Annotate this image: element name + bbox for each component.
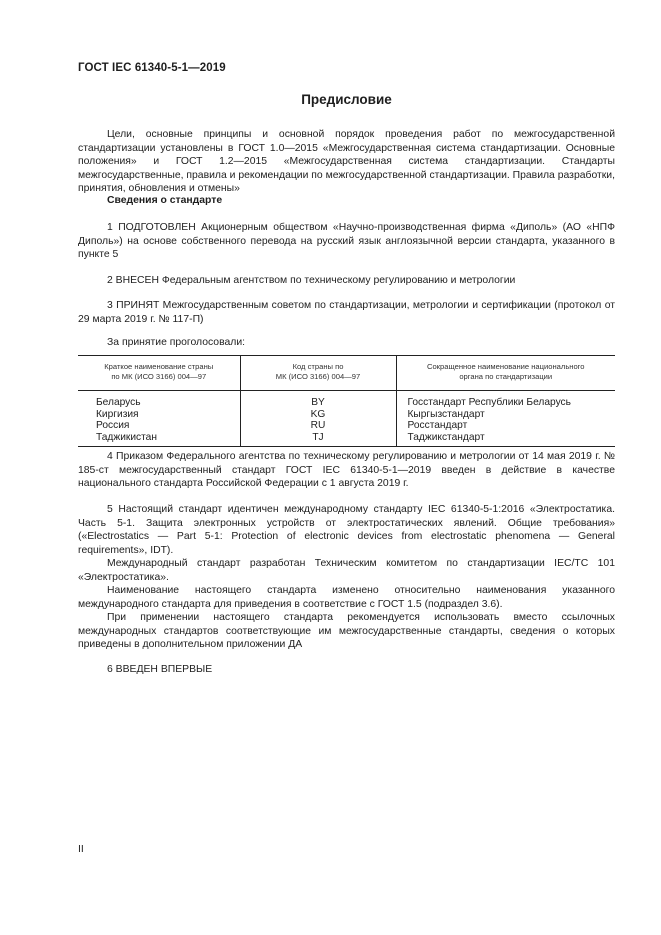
table-row — [78, 391, 615, 447]
standards-body: Кыргызстандарт — [407, 408, 485, 420]
country-cell — [78, 391, 240, 447]
page-number: II — [78, 843, 84, 855]
table-header-row — [78, 356, 615, 391]
item-renamed: Наименование настоящего стандарта изменено относительно наименования указанного международного стандарта для приведения в соответствие с ГОСТ 1.5 (подраздел 3.6). — [78, 585, 615, 610]
document-code: ГОСТ IEC 61340-5-1—2019 — [78, 62, 226, 74]
voted-label: За принятие проголосовали: — [107, 337, 246, 348]
item-identical: 5 Настоящий стандарт идентичен международному стандарту IEC 61340-5-1:2016 «Электростатика. Часть 5-1. Защита электронных устройств от электростатических явлений. Общие требования» («Electrostatics — Part 5-1: Protection of electronic devices from electrostatic phenomena — General requirements», IDT). — [78, 504, 615, 556]
standards-body: Госстандарт Республики Беларусь — [407, 397, 571, 408]
country-name: Киргизия — [96, 408, 139, 420]
code-cell — [240, 391, 396, 447]
country-name: Россия — [96, 420, 130, 432]
header-line: МК (ИСО 3166) 004—97 — [275, 372, 361, 381]
country-code: RU — [310, 420, 326, 432]
country-code: BY — [311, 397, 325, 408]
header-line: Краткое наименование страны — [104, 362, 214, 371]
item-order: 4 Приказом Федерального агентства по техническому регулированию и метрологии от 14 мая 2019 г. № 185-ст межгосударственный стандарт ГОСТ IEC 61340-5-1—2019 введен в действие в качестве национального стандарта Российской Федерации с 1 августа 2019 г. — [78, 451, 615, 490]
page-title: Предисловие — [301, 92, 392, 107]
table-header-code — [240, 356, 396, 391]
header-line: органа по стандартизации — [459, 372, 553, 381]
country-code: TJ — [312, 431, 324, 443]
intro-paragraph: Цели, основные принципы и основной порядок проведения работ по межгосударственной стандартизации установлены в ГОСТ 1.0—2015 «Межгосударственная система стандартизации. Основные положения» и ГОСТ 1.2—2015 «Межгосударственная система стандартизации. Стандарты межгосударственные, правила и рекомендации по межгосударственной стандартизации. Правила разработки, принятия, обновления и отмены» — [78, 129, 615, 195]
item-references: При применении настоящего стандарта рекомендуется использовать вместо ссылочных международных стандартов соответствующие им межгосударственные стандарты, сведения о которых приведены в дополнительном приложении ДА — [78, 612, 615, 651]
table-header-body — [396, 356, 615, 391]
standards-body: Таджикстандарт — [407, 431, 485, 443]
item-first: 6 ВВЕДЕН ВПЕРВЫЕ — [107, 664, 213, 675]
voting-table — [78, 355, 615, 447]
item-introduced: 2 ВНЕСЕН Федеральным агентством по техническому регулированию и метрологии — [107, 275, 516, 286]
info-heading: Сведения о стандарте — [107, 195, 223, 206]
country-name: Беларусь — [96, 397, 141, 408]
table-header-country — [78, 356, 240, 391]
country-code: KG — [310, 408, 326, 420]
header-line: Код страны по — [292, 362, 344, 371]
standards-body: Росстандарт — [407, 420, 468, 432]
header-line: по МК (ИСО 3166) 004—97 — [111, 372, 207, 381]
header-line: Сокращенное наименование национального — [426, 362, 585, 371]
country-name: Таджикистан — [96, 431, 157, 443]
body-cell — [396, 391, 615, 447]
item-developed: Международный стандарт разработан Техническим комитетом по стандартизации IEC/TC 101 «Электростатика». — [78, 558, 615, 583]
item-prepared: 1 ПОДГОТОВЛЕН Акционерным обществом «Научно-производственная фирма «Диполь» (АО «НПФ Диполь») на основе собственного перевода на русский язык англоязычной версии стандарта, указанного в пункте 5 — [78, 222, 615, 261]
item-adopted: 3 ПРИНЯТ Межгосударственным советом по стандартизации, метрологии и сертификации (протокол от 29 марта 2019 г. № 117-П) — [78, 300, 615, 325]
